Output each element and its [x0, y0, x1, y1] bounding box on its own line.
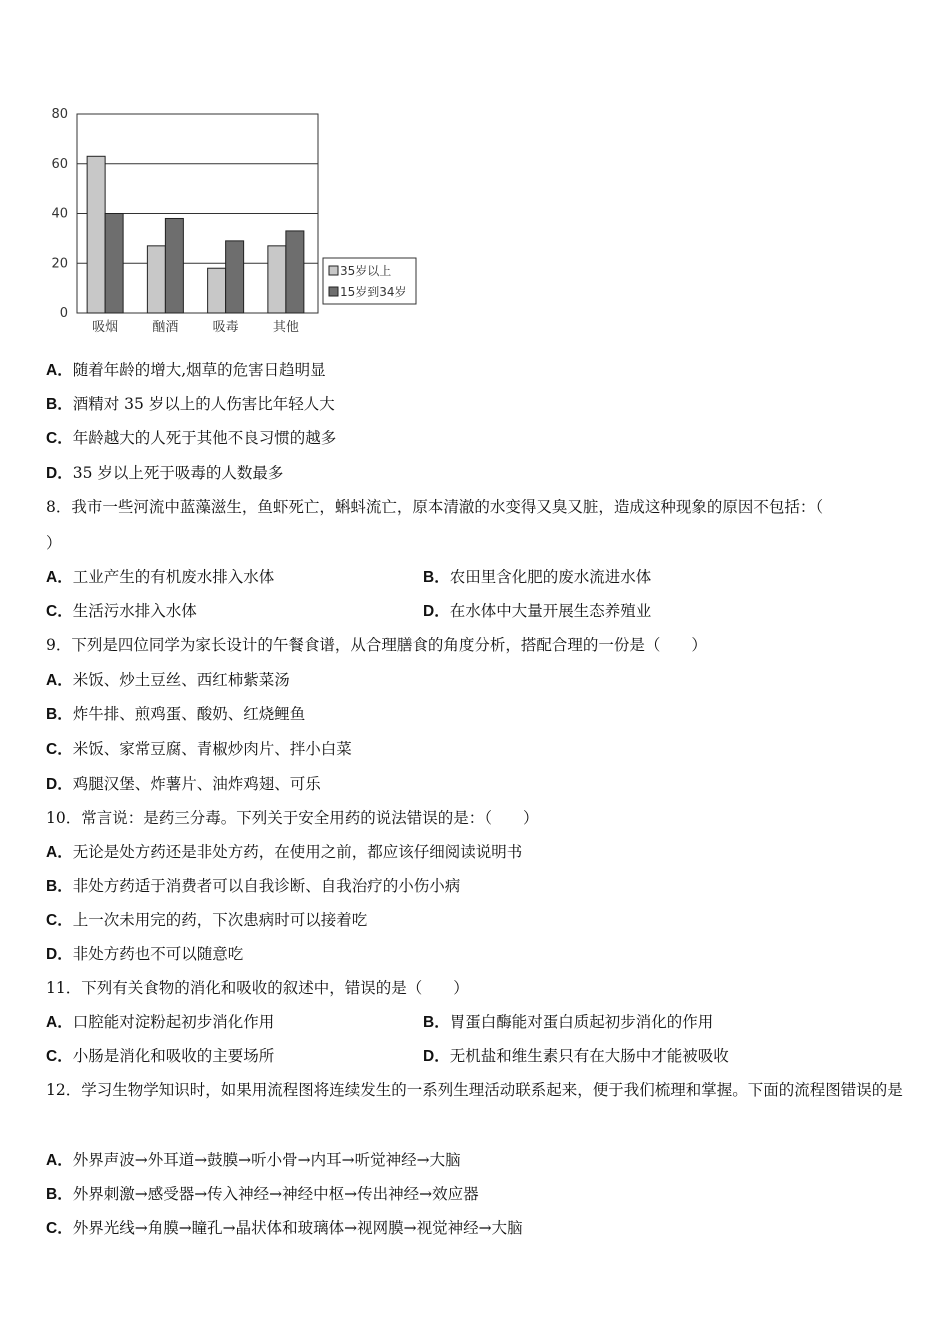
option-text: 外界刺激→感受器→传入神经→神经中枢→传出神经→效应器 — [72, 1185, 479, 1203]
x-tick-label: 其他 — [272, 320, 299, 335]
q9-option-b — [46, 704, 305, 725]
x-tick-label: 吸毒 — [212, 320, 239, 335]
option-text: 外界声波→外耳道→鼓膜→听小骨→内耳→听觉神经→大脑 — [72, 1151, 461, 1169]
option-letter: C． — [46, 1220, 73, 1237]
q8-option-b — [423, 567, 651, 588]
option-text: 口腔能对淀粉起初步消化作用 — [72, 1013, 275, 1031]
option-text: 米饭、家常豆腐、青椒炒肉片、拌小白菜 — [72, 740, 352, 758]
x-tick-label: 酗酒 — [152, 320, 179, 335]
q9-stem: 9．下列是四位同学为家长设计的午餐食谱，从合理膳食的角度分析，搭配合理的一份是（ ） — [46, 636, 707, 654]
q10-option-c — [46, 910, 367, 931]
q8-stem-end: ） — [46, 534, 62, 552]
option-text: 上一次未用完的药，下次患病时可以接着吃 — [72, 911, 368, 929]
q11-stem: 11．下列有关食物的消化和吸收的叙述中，错误的是（ ） — [46, 979, 469, 997]
y-tick-label: 20 — [51, 256, 68, 272]
option-letter: C． — [46, 430, 73, 447]
option-letter: C． — [46, 741, 73, 758]
q12-option-b — [46, 1184, 479, 1205]
q12-option-a — [46, 1150, 461, 1171]
bar — [208, 268, 226, 313]
legend-label: 35岁以上 — [340, 264, 392, 278]
option-letter: A． — [46, 844, 73, 861]
q8-stem: 8．我市一些河流中蓝藻滋生，鱼虾死亡，蝌蚪流亡，原本清澈的水变得又臭又脏，造成这种现象的原因不包括：（ — [46, 498, 824, 516]
q10-option-a — [46, 842, 522, 863]
q7-option-b — [46, 394, 335, 415]
option-text: 农田里含化肥的废水流进水体 — [449, 568, 652, 586]
option-letter: B． — [46, 706, 73, 723]
option-text: 非处方药适于消费者可以自我诊断、自我治疗的小伤小病 — [72, 877, 461, 895]
option-text: 胃蛋白酶能对蛋白质起初步消化的作用 — [449, 1013, 714, 1031]
q7-option-a — [46, 360, 326, 381]
bar — [268, 246, 286, 313]
bar — [105, 214, 123, 314]
option-letter: D． — [46, 946, 73, 963]
option-text: 外界光线→角膜→瞳孔→晶状体和玻璃体→视网膜→视觉神经→大脑 — [72, 1219, 523, 1237]
q7-option-d — [46, 463, 283, 484]
option-letter: B． — [46, 396, 73, 413]
option-letter: C． — [46, 912, 73, 929]
option-text: 生活污水排入水体 — [72, 602, 197, 620]
q10-option-b — [46, 876, 460, 897]
y-tick-label: 80 — [51, 107, 68, 122]
legend-swatch — [329, 287, 338, 296]
option-letter: A． — [46, 569, 73, 586]
option-letter: C． — [46, 603, 73, 620]
q11-row-2 — [46, 1046, 729, 1067]
q9-option-c — [46, 739, 352, 760]
option-letter: D． — [423, 1048, 450, 1065]
bar — [226, 241, 244, 313]
option-text: 非处方药也不可以随意吃 — [72, 945, 244, 963]
q12-option-c — [46, 1218, 523, 1239]
option-text: 35 岁以上死于吸毒的人数最多 — [72, 464, 284, 482]
option-letter: C． — [46, 1048, 73, 1065]
q9-option-a — [46, 670, 290, 691]
option-letter: D． — [46, 465, 73, 482]
option-letter: A． — [46, 362, 73, 379]
option-text: 无机盐和维生素只有在大肠中才能被吸收 — [449, 1047, 729, 1065]
legend-swatch — [329, 266, 338, 275]
option-letter: D． — [46, 776, 73, 793]
option-text: 小肠是消化和吸收的主要场所 — [72, 1047, 275, 1065]
option-text: 在水体中大量开展生态养殖业 — [449, 602, 652, 620]
option-text: 年龄越大的人死于其他不良习惯的越多 — [72, 429, 337, 447]
q8-option-d — [423, 601, 651, 622]
y-tick-label: 0 — [59, 306, 68, 321]
q8-row-1 — [46, 567, 652, 588]
x-tick-label: 吸烟 — [92, 320, 119, 335]
q12-stem: 12．学习生物学知识时，如果用流程图将连续发生的一系列生理活动联系起来，便于我们梳理和掌握。下面的流程图错误的是 — [46, 1081, 903, 1099]
option-letter: A． — [46, 1014, 73, 1031]
bar — [147, 246, 165, 313]
q10-option-d — [46, 944, 243, 965]
q11-row-1 — [46, 1012, 714, 1033]
legend-label: 15岁到34岁 — [340, 285, 407, 299]
option-letter: B． — [423, 569, 450, 586]
y-tick-label: 40 — [51, 206, 68, 222]
q8-row-2 — [46, 601, 652, 622]
q9-option-d — [46, 774, 321, 795]
option-letter: A． — [46, 672, 73, 689]
option-text: 鸡腿汉堡、炸薯片、油炸鸡翅、可乐 — [72, 775, 321, 793]
bar-chart — [40, 100, 430, 345]
q11-option-b — [423, 1012, 713, 1033]
option-letter: D． — [423, 603, 450, 620]
bar — [165, 218, 183, 313]
option-text: 工业产生的有机废水排入水体 — [72, 568, 275, 586]
q10-stem: 10．常言说：是药三分毒。下列关于安全用药的说法错误的是：（ ） — [46, 809, 539, 827]
option-letter: B． — [46, 1186, 73, 1203]
y-tick-label: 60 — [51, 156, 68, 172]
option-letter: B． — [46, 878, 73, 895]
bar — [286, 231, 304, 313]
q7-option-c — [46, 428, 336, 449]
option-text: 随着年龄的增大,烟草的危害日趋明显 — [72, 361, 326, 379]
option-letter: B． — [423, 1014, 450, 1031]
option-letter: A． — [46, 1152, 73, 1169]
option-text: 米饭、炒土豆丝、西红柿紫菜汤 — [72, 671, 290, 689]
q11-option-d — [423, 1046, 729, 1067]
option-text: 酒精对 35 岁以上的人伤害比年轻人大 — [72, 395, 335, 413]
option-text: 炸牛排、煎鸡蛋、酸奶、红烧鲤鱼 — [72, 705, 306, 723]
option-text: 无论是处方药还是非处方药，在使用之前，都应该仔细阅读说明书 — [72, 843, 523, 861]
bar — [87, 156, 105, 313]
